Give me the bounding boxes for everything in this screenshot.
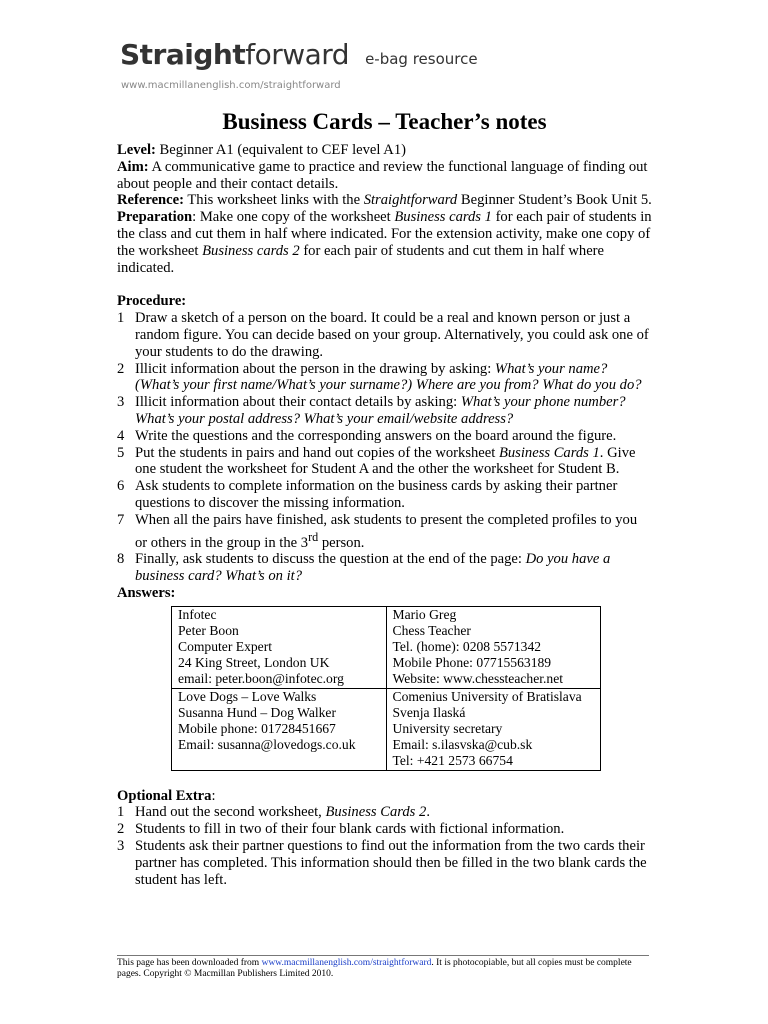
answer-card-mario-greg (386, 606, 601, 688)
step-text: Students to fill in two of their four blank cards with fictional information. (135, 821, 565, 838)
card-line: Svenja Ilaská (392, 704, 466, 720)
reference-label: Reference: (117, 192, 184, 209)
step-number: 2 (117, 821, 125, 838)
procedure-step (117, 310, 652, 360)
optional-list (117, 804, 652, 888)
step-italic: Do you have a business card? What’s on it? (135, 551, 611, 584)
answers-heading: Answers: (117, 584, 176, 601)
step-text-after: . Give one student the worksheet for Student A and the other the worksheet for Student B. (135, 444, 636, 478)
card-line: email: peter.boon@infotec.org (178, 671, 344, 687)
card-line: Website: www.chessteacher.net (392, 671, 564, 687)
level-label: Level: (117, 142, 156, 158)
preparation-worksheet-1: Business cards 1 (394, 209, 492, 226)
brand-logo (120, 38, 478, 71)
step-text-after: person. (318, 534, 365, 551)
procedure-step (117, 428, 652, 445)
answer-card-comenius (386, 688, 601, 770)
aim-label: Aim: (117, 158, 149, 175)
footer-link[interactable]: www.macmillanenglish.com/straightforward (261, 958, 432, 968)
card-line: Susanna Hund – Dog Walker (178, 704, 336, 720)
procedure-step (117, 361, 652, 395)
answer-card-love-dogs (172, 688, 387, 770)
aim-text: A communicative game to practice and review the functional language of finding out about people and their contact details. (117, 158, 648, 192)
optional-step (117, 804, 652, 821)
step-text: Hand out the second worksheet, (135, 804, 326, 821)
procedure-list (117, 310, 652, 585)
step-number: 1 (117, 804, 125, 821)
card-line: Mobile phone: 01728451667 (178, 721, 336, 736)
document-body (117, 108, 652, 888)
procedure-heading: Procedure: (117, 293, 187, 310)
card-line: Tel: +421 2573 66754 (392, 753, 513, 769)
card-line: Email: s.ilasvska@cub.sk (392, 737, 533, 753)
step-text: Put the students in pairs and hand out copies of the worksheet (135, 444, 499, 461)
step-text: Students ask their partner questions to find out the information from the two cards their partner has completed. This information should then be filled in the two blank cards the student has left. (135, 838, 647, 888)
brand-name-light: forward (245, 38, 350, 71)
reference-text-2: Beginner Student’s Book Unit 5. (457, 192, 652, 209)
footer (117, 958, 649, 980)
preparation-label: Preparation (117, 209, 193, 226)
card-line: Computer Expert (178, 638, 273, 654)
procedure-step (117, 394, 652, 428)
card-line: Peter Boon (178, 622, 239, 638)
card-line: University secretary (392, 721, 503, 736)
brand-tagline: e-bag resource (365, 50, 478, 68)
footer-divider (117, 955, 649, 956)
card-line: Mario Greg (392, 606, 457, 622)
footer-text-2: . It is photocopiable, but all copies must be complete pages. Copyright © Macmillan Publishers Limited 2010. (117, 958, 632, 979)
card-line: Infotec (178, 606, 217, 622)
step-superscript: rd (308, 529, 319, 544)
step-number: 2 (117, 360, 125, 377)
reference-paragraph (117, 192, 652, 209)
step-text: Draw a sketch of a person on the board. It could be a real and known person or just a random figure. You can decide based on your group. Alternatively, you could ask one of your students to do the drawing. (135, 310, 649, 360)
step-italic: Business Cards 1 (498, 444, 600, 461)
preparation-text-3: for each pair of students and cut them in half where indicated. (117, 242, 605, 276)
level-line (117, 142, 652, 159)
step-text-after: . (426, 804, 430, 821)
step-text: Ask students to complete information on the business cards by asking their partner questions to discover the missing information. (135, 478, 618, 511)
brand-name-bold: Straight (120, 38, 246, 71)
procedure-step (117, 478, 652, 512)
step-number: 8 (117, 551, 125, 568)
step-text: Illicit information about their contact details by asking: (135, 394, 461, 411)
reference-book: Straightforward (363, 192, 458, 209)
answer-card-infotec (172, 606, 387, 688)
step-number: 3 (117, 394, 125, 411)
step-italic: What’s your name? (What’s your first name/What’s your surname?) Where are you from? What do you do? (135, 360, 642, 394)
preparation-text-2: for each pair of students in the class and cut them in half where indicated. For the extension activity, make one copy of the worksheet (117, 209, 652, 259)
reference-text-1: This worksheet links with the (183, 192, 364, 209)
page-title: Business Cards – Teacher’s notes (222, 109, 547, 134)
optional-step (117, 821, 652, 838)
card-line: Mobile Phone: 07715563189 (392, 655, 552, 671)
step-text: When all the pairs have finished, ask students to present the completed profiles to you or others in the group in the 3 (135, 511, 638, 551)
step-number: 7 (117, 511, 125, 528)
card-line: 24 King Street, London UK (178, 655, 330, 671)
step-text: Write the questions and the corresponding answers on the board around the figure. (135, 427, 617, 444)
preparation-text-1: : Make one copy of the worksheet (192, 209, 395, 226)
answers-table (171, 606, 601, 771)
step-italic: Business Cards 2 (325, 804, 427, 821)
step-number: 1 (117, 310, 125, 327)
step-number: 5 (117, 444, 125, 461)
footer-text-1: This page has been downloaded from (117, 958, 262, 968)
preparation-paragraph (117, 209, 652, 276)
level-text: Beginner A1 (equivalent to CEF level A1) (155, 142, 406, 158)
step-italic: What’s your phone number? What’s your postal address? What’s your email/website address? (135, 394, 626, 427)
procedure-step (117, 551, 652, 585)
aim-paragraph (117, 159, 652, 193)
card-line: Love Dogs – Love Walks (178, 688, 317, 704)
optional-heading-colon: : (211, 787, 216, 804)
procedure-step (117, 512, 652, 551)
preparation-worksheet-2: Business cards 2 (202, 242, 300, 259)
step-number: 4 (117, 427, 125, 444)
step-number: 6 (117, 478, 125, 495)
optional-step (117, 838, 652, 888)
card-line: Chess Teacher (392, 622, 471, 638)
card-line: Comenius University of Bratislava (392, 688, 582, 704)
table-row (172, 688, 601, 770)
step-number: 3 (117, 838, 125, 854)
step-text: Illicit information about the person in the drawing by asking: (135, 360, 495, 377)
optional-heading: Optional Extra (117, 787, 212, 804)
brand-url: www.macmillanenglish.com/straightforward (121, 80, 341, 91)
procedure-step (117, 445, 652, 479)
step-text: Finally, ask students to discuss the question at the end of the page: (135, 551, 526, 568)
table-row (172, 606, 601, 688)
card-line: Tel. (home): 0208 5571342 (392, 638, 542, 654)
card-line: Email: susanna@lovedogs.co.uk (178, 737, 356, 753)
optional-heading-line (117, 788, 652, 805)
